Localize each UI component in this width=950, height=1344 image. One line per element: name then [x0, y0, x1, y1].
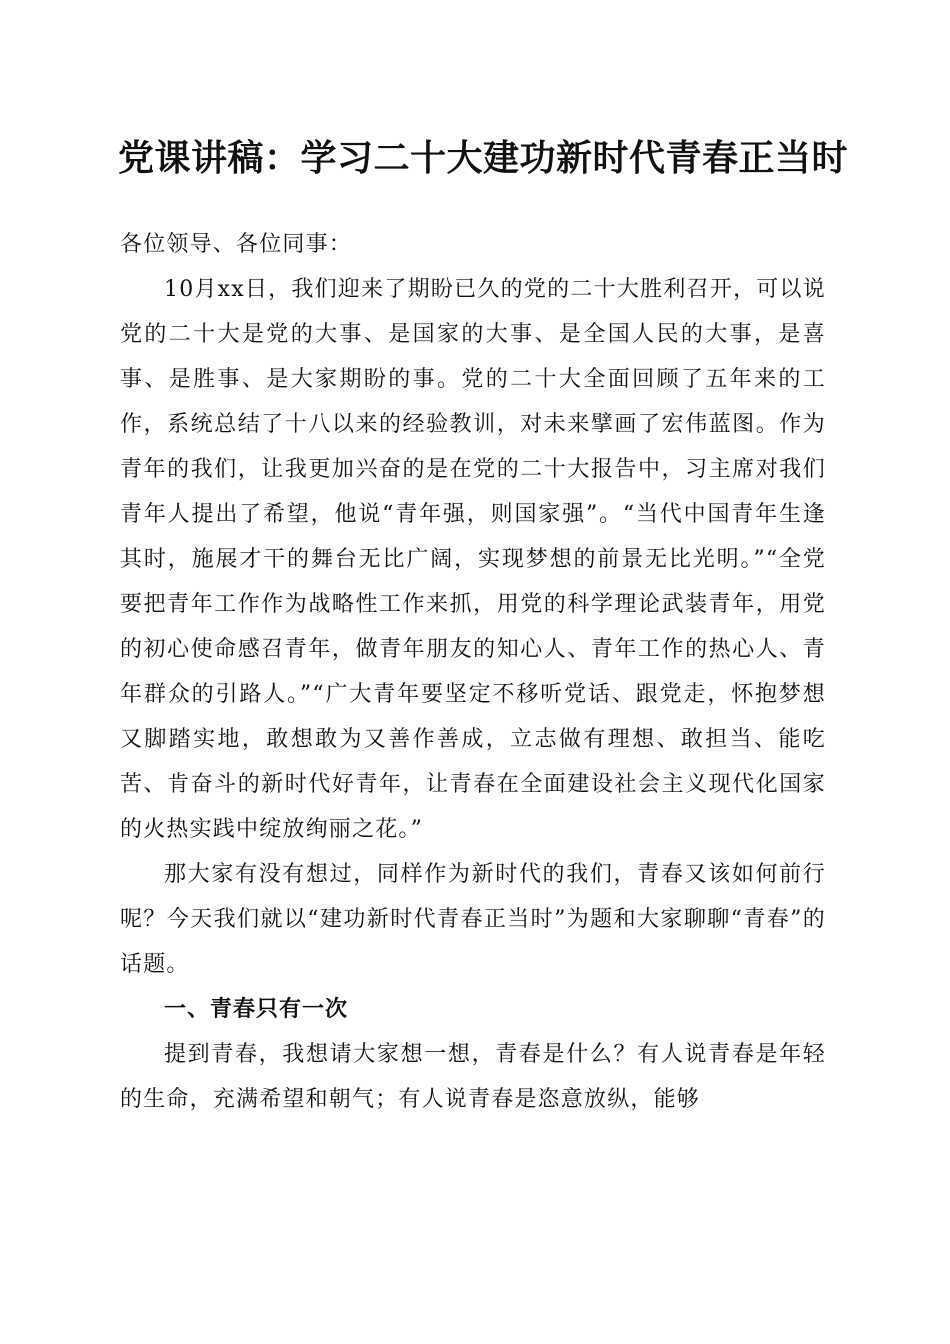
- paragraph-1: 10月xx日，我们迎来了期盼已久的党的二十大胜利召开，可以说党的二十大是党的大事、是国家的大事、是全国人民的大事，是喜事、是胜事、是大家期盼的事。党的二十大全面回顾了五年来的工作，系统总结了十八以来的经验教训，对未来擘画了宏伟蓝图。作为青年的我们，让我更加兴奋的是在党的二十大报告中，习主席对我们青年人提出了希望，他说“青年强，则国家强”。“当代中国青年生逢其时，施展才干的舞台无比广阔，实现梦想的前景无比光明。”“全党要把青年工作作为战略性工作来抓，用党的科学理论武装青年，用党的初心使命感召青年，做青年朋友的知心人、青年工作的热心人、青年群众的引路人。”“广大青年要坚定不移听党话、跟党走，怀抱梦想又脚踏实地，敢想敢为又善作善成，立志做有理想、敢担当、能吃苦、肯奋斗的新时代好青年，让青春在全面建设社会主义现代化国家的火热实践中绽放绚丽之花。”: [120, 277, 826, 842]
- salutation: 各位领导、各位同事：: [120, 232, 353, 257]
- section-heading: 一、青春只有一次: [164, 997, 349, 1022]
- section-paragraph: 提到青春，我想请大家想一想，青春是什么？有人说青春是年轻的生命，充满希望和朝气；有人说青春是恣意放纵，能够: [120, 1042, 826, 1112]
- paragraph-2: 那大家有没有想过，同样作为新时代的我们，青春又该如何前行呢？今天我们就以“建功新时代青春正当时”为题和大家聊聊“青春”的话题。: [120, 862, 826, 977]
- document-body: [120, 222, 826, 1122]
- document-title: 党课讲稿：学习二十大建功新时代青春正当时: [118, 137, 849, 179]
